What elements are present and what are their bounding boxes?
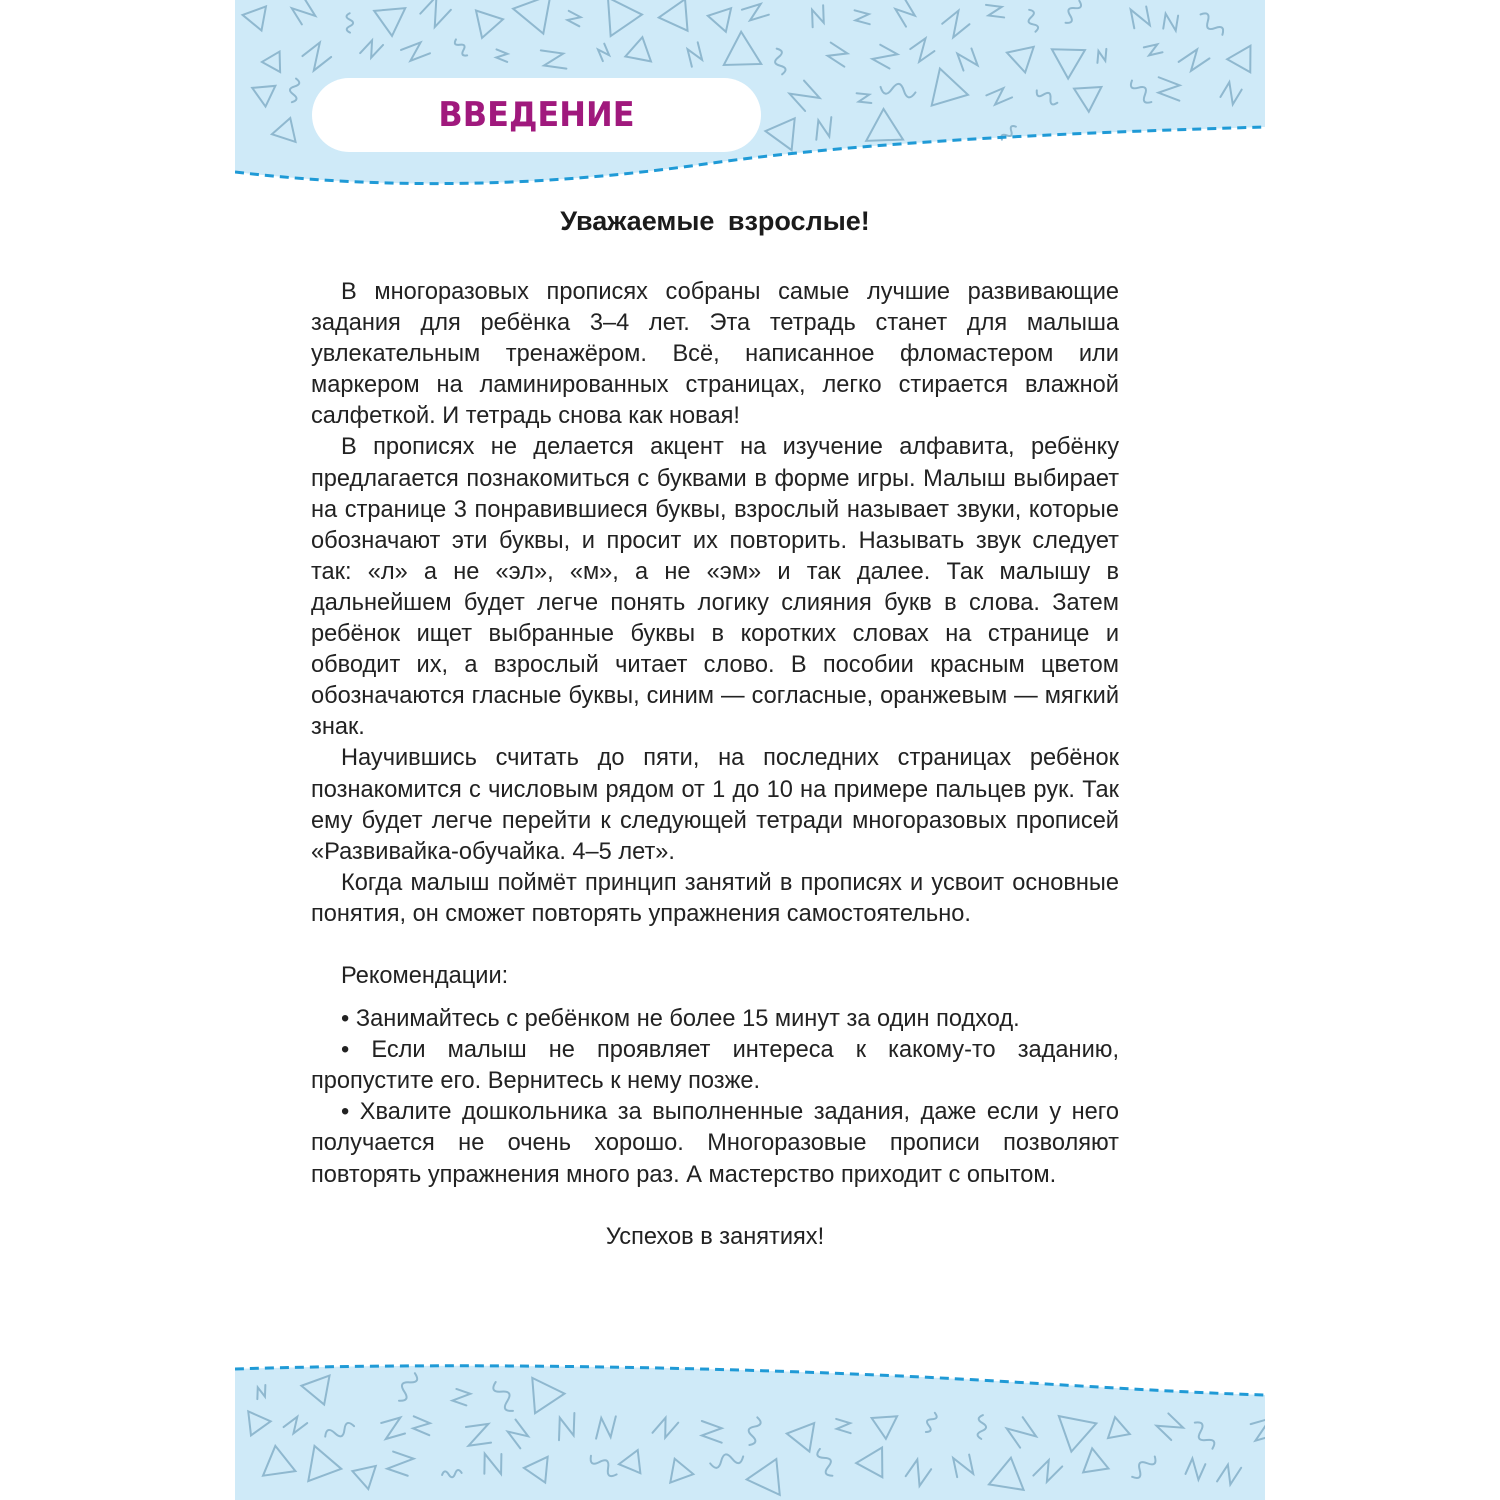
recommendation-item-3: • Хвалите дошкольника за выполненные задания, даже если у него получается не очень хорошо. Многоразовые прописи позволяют повторять упражнения много раз. А мастерство приходит с опытом. bbox=[311, 1099, 1119, 1188]
title-badge bbox=[312, 78, 761, 152]
intro-text bbox=[311, 277, 1119, 1253]
recommendation-item-2: • Если малыш не проявляет интереса к какому-то заданию, пропустите его. Вернитесь к нему позже. bbox=[311, 1037, 1119, 1095]
paragraph-1: В многоразовых прописях собраны самые лучшие развивающие задания для ребёнка 3–4 лет. Эта тетрадь станет для малыша увлекательным тренажёром. Всё, написанное фломастером или маркером на ламинированных страницах, легко стирается влажной салфеткой. И тетрадь снова как новая! bbox=[311, 279, 1119, 430]
closing-line: Успехов в занятиях! bbox=[605, 1223, 825, 1250]
paragraph-3: Научившись считать до пяти, на последних страницах ребёнок познакомится с числовым рядом от 1 до 10 на примере пальцев рук. Так ему будет легче перейти к следующей тетради многоразовых прописей «Развивайка-обучайка. 4–5 лет». bbox=[311, 745, 1119, 865]
recommendations-label: Рекомендации: bbox=[341, 962, 509, 989]
page-title: ВВЕДЕНИЕ bbox=[438, 95, 635, 135]
paragraph-2: В прописях не делается акцент на изучение алфавита, ребёнку предлагается познакомиться с буквами в форме игры. Малыш выбирает на странице 3 понравившиеся буквы, взрослый называет звуки, которые обозначают эти буквы, и просит их повторить. Называть звук следует так: «л» а не «эл», «м», а не «эм» и так далее. Так малышу в дальнейшем будет легче понять логику слияния букв в слова. Затем ребёнок ищет выбранные буквы в коротких словах на странице и обводит их, а взрослый читает слово. В пособии красным цветом обозначаются гласные буквы, синим — согласные, оранжевым — мягкий знак. bbox=[311, 434, 1119, 741]
greeting-heading: Уважаемые взрослые! bbox=[560, 206, 870, 236]
bottom-decorative-banner bbox=[235, 1355, 1265, 1500]
recommendation-item-1: • Занимайтесь с ребёнком не более 15 минут за один подход. bbox=[341, 1006, 1020, 1033]
book-page bbox=[235, 0, 1265, 1500]
paragraph-4: Когда малыш поймёт принцип занятий в прописях и усвоит основные понятия, он сможет повторять упражнения самостоятельно. bbox=[311, 869, 1119, 927]
